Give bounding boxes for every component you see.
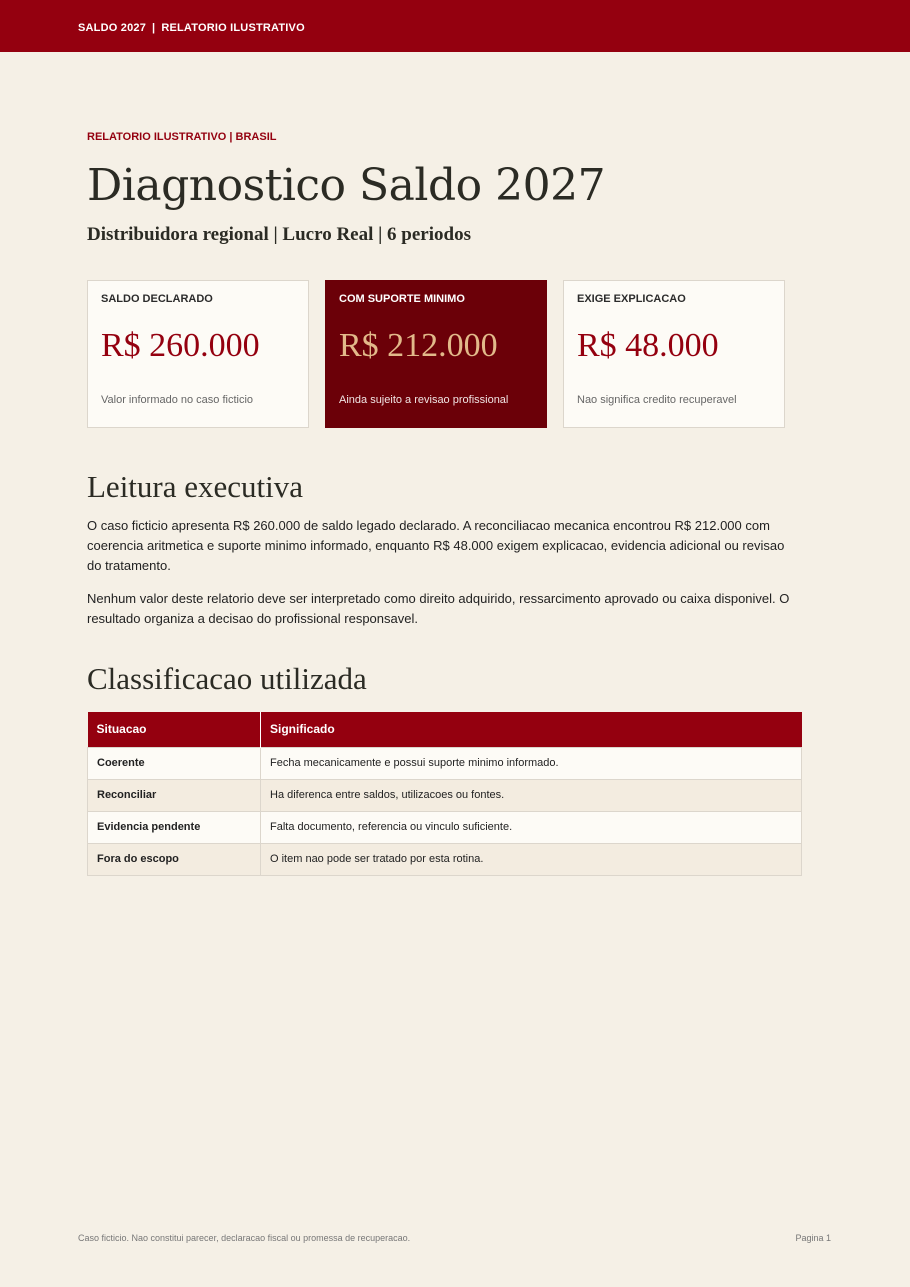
table-cell-situacao: Evidencia pendente (88, 811, 261, 843)
summary-card-com-suporte-minimo (325, 280, 547, 428)
table-cell-situacao: Reconciliar (88, 779, 261, 811)
card-note: Nao significa credito recuperavel (577, 394, 737, 406)
footer-disclaimer: Caso ficticio. Nao constitui parecer, declaracao fiscal ou promessa de recuperacao. (78, 1233, 411, 1243)
card-label: COM SUPORTE MINIMO (339, 293, 465, 305)
table-row (88, 843, 802, 875)
table-cell-situacao: Fora do escopo (88, 843, 261, 875)
classification-table (87, 712, 802, 876)
table-header-row (88, 712, 802, 747)
section-heading-classification: Classificacao utilizada (87, 661, 367, 696)
summary-card-exige-explicacao (563, 280, 785, 428)
table-row (88, 779, 802, 811)
column-header-significado: Significado (261, 712, 802, 747)
executive-paragraph: O caso ficticio apresenta R$ 260.000 de saldo legado declarado. A reconciliacao mecanica encontrou R$ 212.000 com coerencia aritmetica e suporte minimo informado, enquanto R$ 48.000 exigem explicacao, evidencia adicional ou revisao do tratamento. (87, 518, 785, 573)
top-header-bar (0, 0, 910, 52)
page-title: Diagnostico Saldo 2027 (87, 160, 606, 211)
table-cell-significado: Fecha mecanicamente e possui suporte minimo informado. (261, 747, 802, 779)
card-value: R$ 48.000 (577, 327, 719, 364)
page-subtitle: Distribuidora regional | Lucro Real | 6 periodos (87, 224, 471, 245)
table-row (88, 811, 802, 843)
card-value: R$ 260.000 (101, 327, 260, 364)
summary-card-saldo-declarado (87, 280, 309, 428)
section-heading-executive: Leitura executiva (87, 469, 304, 504)
card-note: Ainda sujeito a revisao profissional (339, 394, 509, 406)
card-label: EXIGE EXPLICACAO (577, 293, 686, 305)
executive-paragraph: Nenhum valor deste relatorio deve ser interpretado como direito adquirido, ressarcimento aprovado ou caixa disponivel. O resultado organiza a decisao do profissional responsavel. (87, 591, 790, 626)
table-cell-situacao: Coerente (88, 747, 261, 779)
card-value: R$ 212.000 (339, 327, 498, 364)
card-label: SALDO DECLARADO (101, 293, 213, 305)
page-number: Pagina 1 (795, 1233, 831, 1243)
header-brand: SALDO 2027 (78, 22, 147, 34)
header-section: RELATORIO ILUSTRATIVO (161, 22, 305, 34)
card-note: Valor informado no caso ficticio (101, 394, 254, 406)
table-cell-significado: Ha diferenca entre saldos, utilizacoes ou fontes. (261, 779, 802, 811)
header-separator: | (152, 22, 156, 34)
column-header-situacao: Situacao (88, 712, 261, 747)
table-row (88, 747, 802, 779)
table-cell-significado: O item nao pode ser tratado por esta rotina. (261, 843, 802, 875)
report-eyebrow: RELATORIO ILUSTRATIVO | BRASIL (87, 131, 277, 143)
table-cell-significado: Falta documento, referencia ou vinculo suficiente. (261, 811, 802, 843)
